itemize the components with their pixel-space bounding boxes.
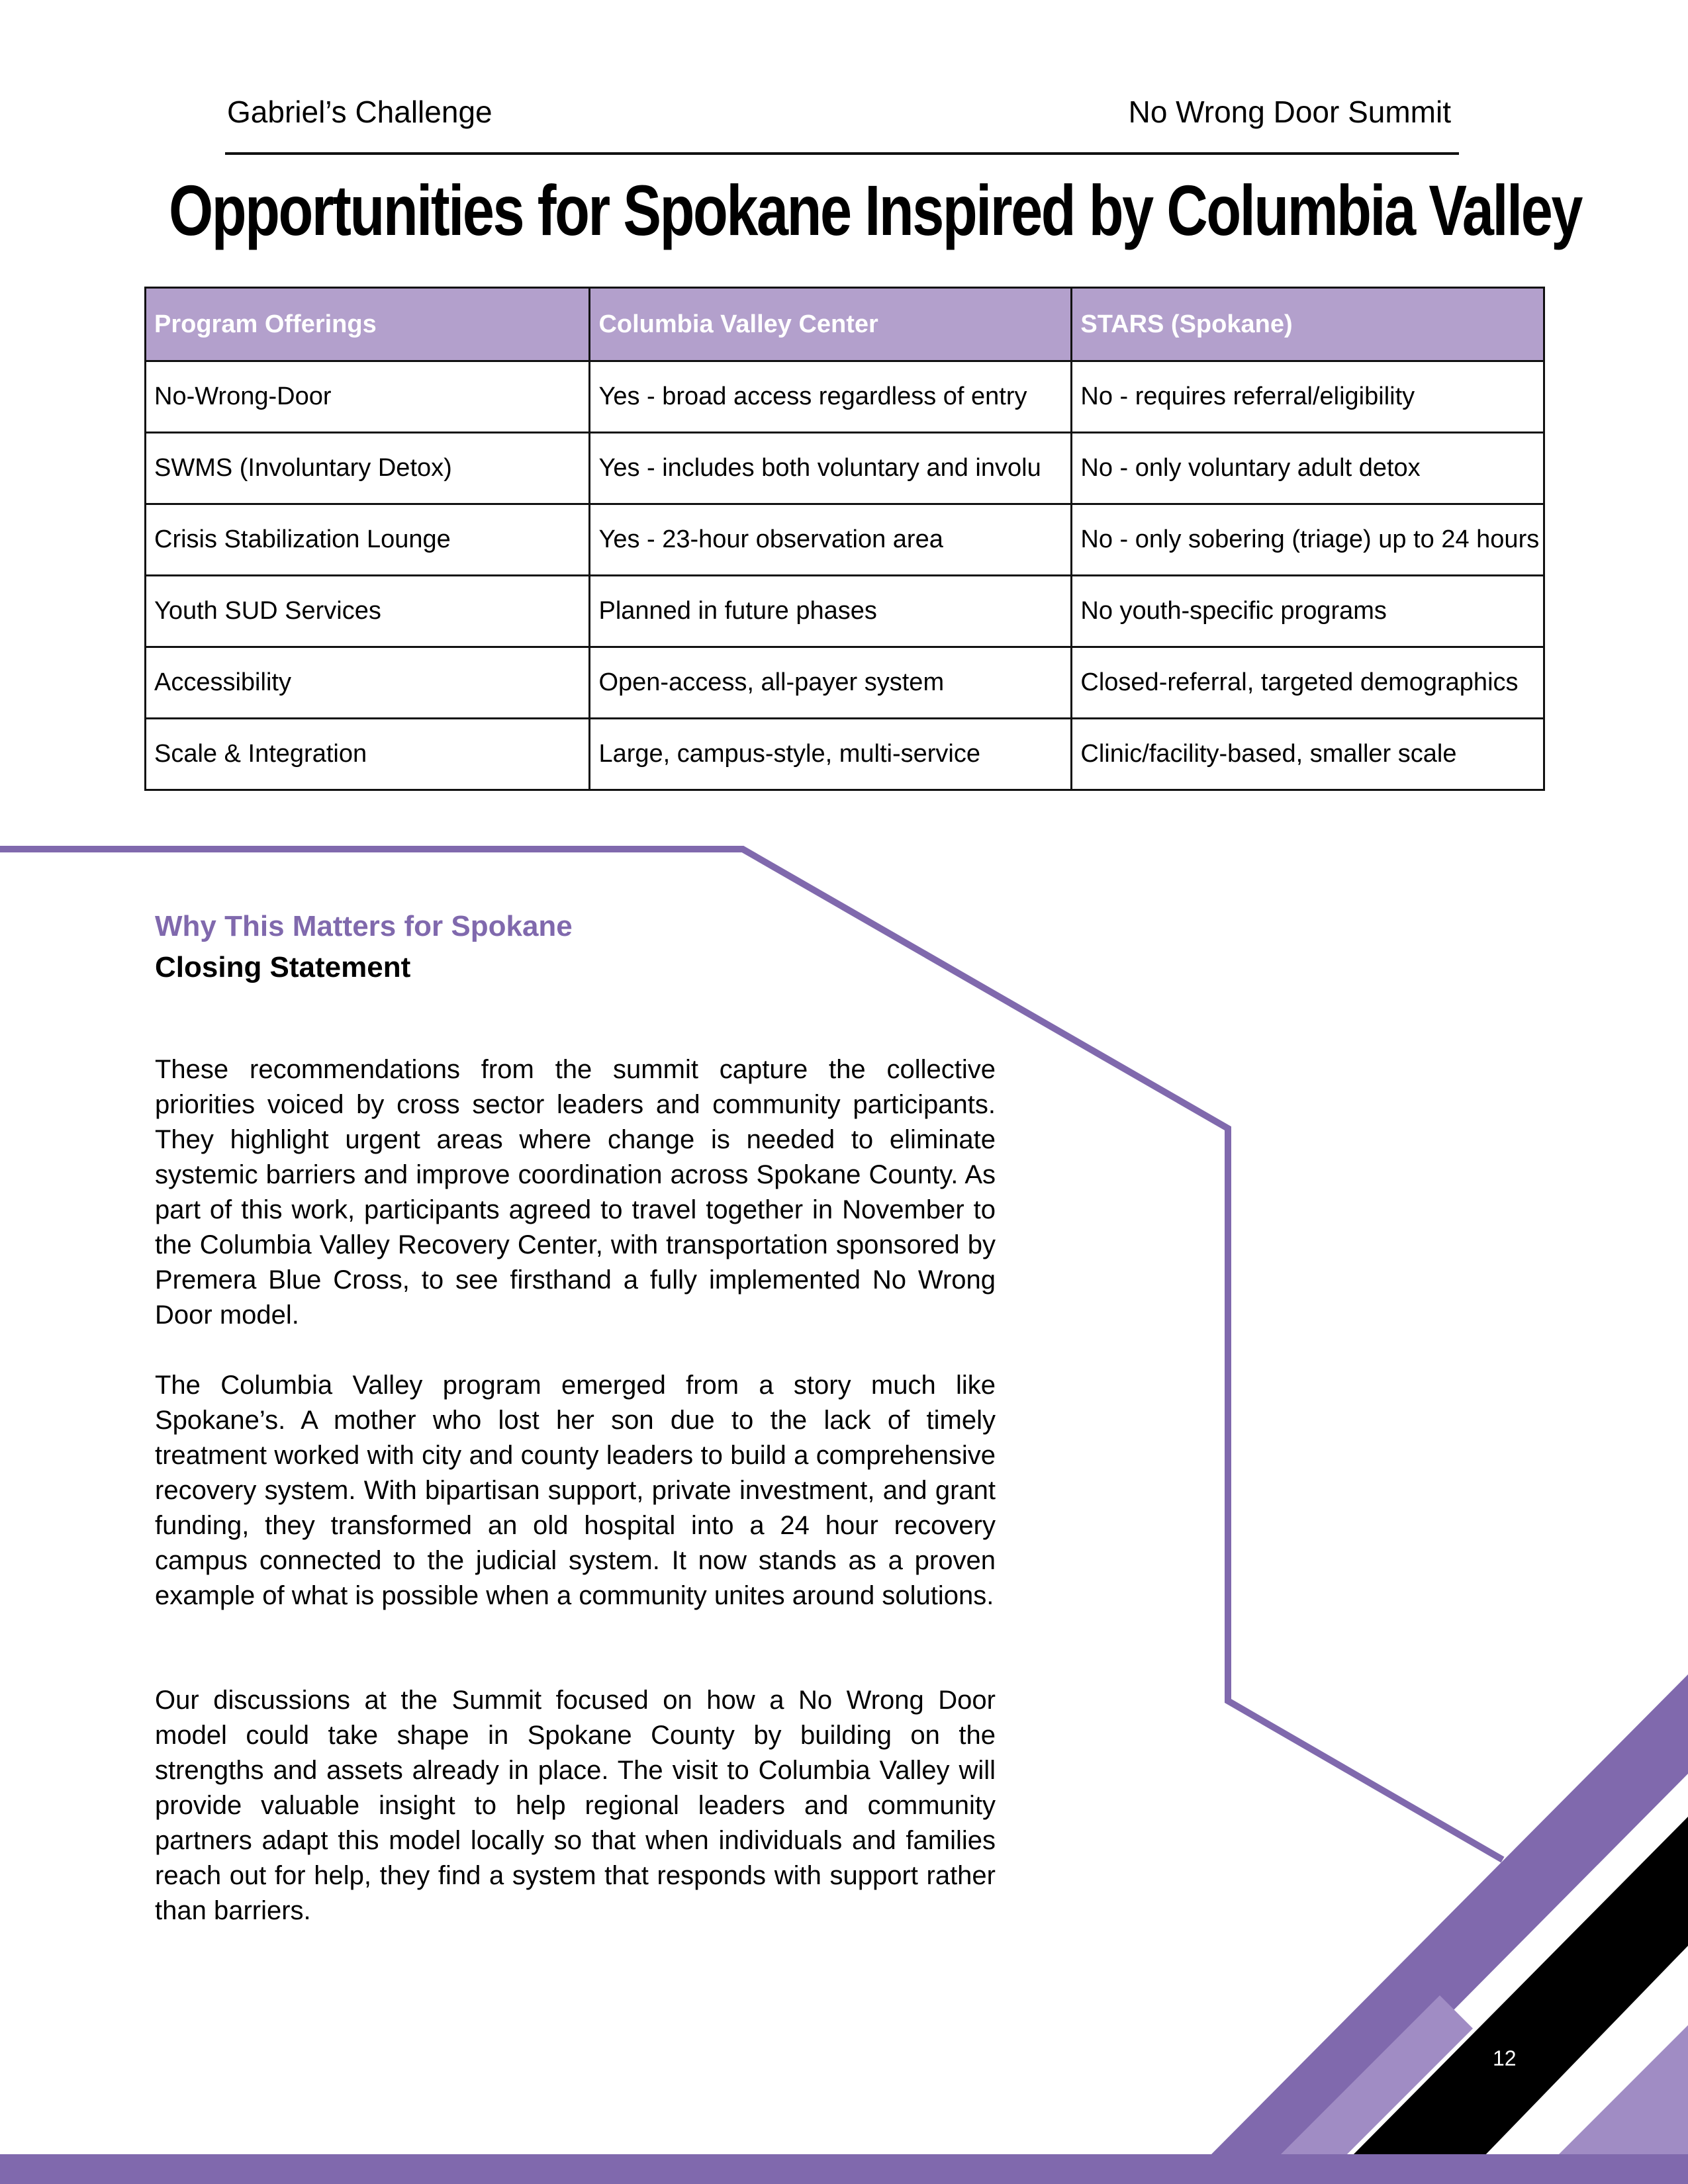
table-cell: No - only voluntary adult detox [1072,433,1544,504]
body-paragraph: Our discussions at the Summit focused on how a No Wrong Door model could take shape in Spokane County by building on the strengths and assets already in place. The visit to Columbia Valley will provide valuable insight to help regional leaders and community partners adapt this model locally so that when individuals and families reach out for help, they find a system that responds with support rather than barriers. [155,1686,996,1925]
table-cell: Planned in future phases [590,576,1072,647]
table-cell: Large, campus-style, multi-service [590,719,1072,790]
column-header: STARS (Spokane) [1072,288,1544,361]
table-cell: No youth-specific programs [1072,576,1544,647]
table-cell: Open-access, all-payer system [590,647,1072,719]
table-cell: Crisis Stabilization Lounge [146,504,590,576]
page-title: Opportunities for Spokane Inspired by Columbia Valley [169,170,1582,250]
table-cell: Clinic/facility-based, smaller scale [1072,719,1544,790]
table-cell: Accessibility [146,647,590,719]
table-cell: Closed-referral, targeted demographics [1072,647,1544,719]
table-cell: Yes - broad access regardless of entry [590,361,1072,433]
table-cell: No - requires referral/eligibility [1072,361,1544,433]
body-paragraph: These recommendations from the summit capture the collective priorities voiced by cross sector leaders and community participants. They highlight urgent areas where change is needed to eliminate systemic barriers and improve coordination across Spokane County. As part of this work, participants agreed to travel together in November to the Columbia Valley Recovery Center, with transportation sponsored by Premera Blue Cross, to see firsthand a fully implemented No Wrong Door model. [155,1055,996,1330]
section-heading: Closing Statement [155,951,411,983]
page-number: 12 [1493,2046,1517,2070]
header-right-title: No Wrong Door Summit [1128,95,1451,129]
table-cell: Scale & Integration [146,719,590,790]
header-left-title: Gabriel’s Challenge [227,95,492,129]
table-cell: Yes - 23-hour observation area [590,504,1072,576]
table-cell: Yes - includes both voluntary and involu [590,433,1072,504]
body-paragraph: The Columbia Valley program emerged from a story much like Spokane’s. A mother who lost her son due to the lack of timely treatment worked with city and county leaders to build a comprehensive recovery system. With bipartisan support, private investment, and grant funding, they transformed an old hospital into a 24 hour recovery campus connected to the judicial system. It now stands as a proven example of what is possible when a community unites around solutions. [155,1371,996,1610]
column-header: Program Offerings [146,288,590,361]
table-cell: SWMS (Involuntary Detox) [146,433,590,504]
column-header: Columbia Valley Center [590,288,1072,361]
footer-bar [0,2154,1688,2184]
section-kicker: Why This Matters for Spokane [155,910,573,942]
table-cell: No-Wrong-Door [146,361,590,433]
table-cell: No - only sobering (triage) up to 24 hours [1072,504,1544,576]
table-cell: Youth SUD Services [146,576,590,647]
